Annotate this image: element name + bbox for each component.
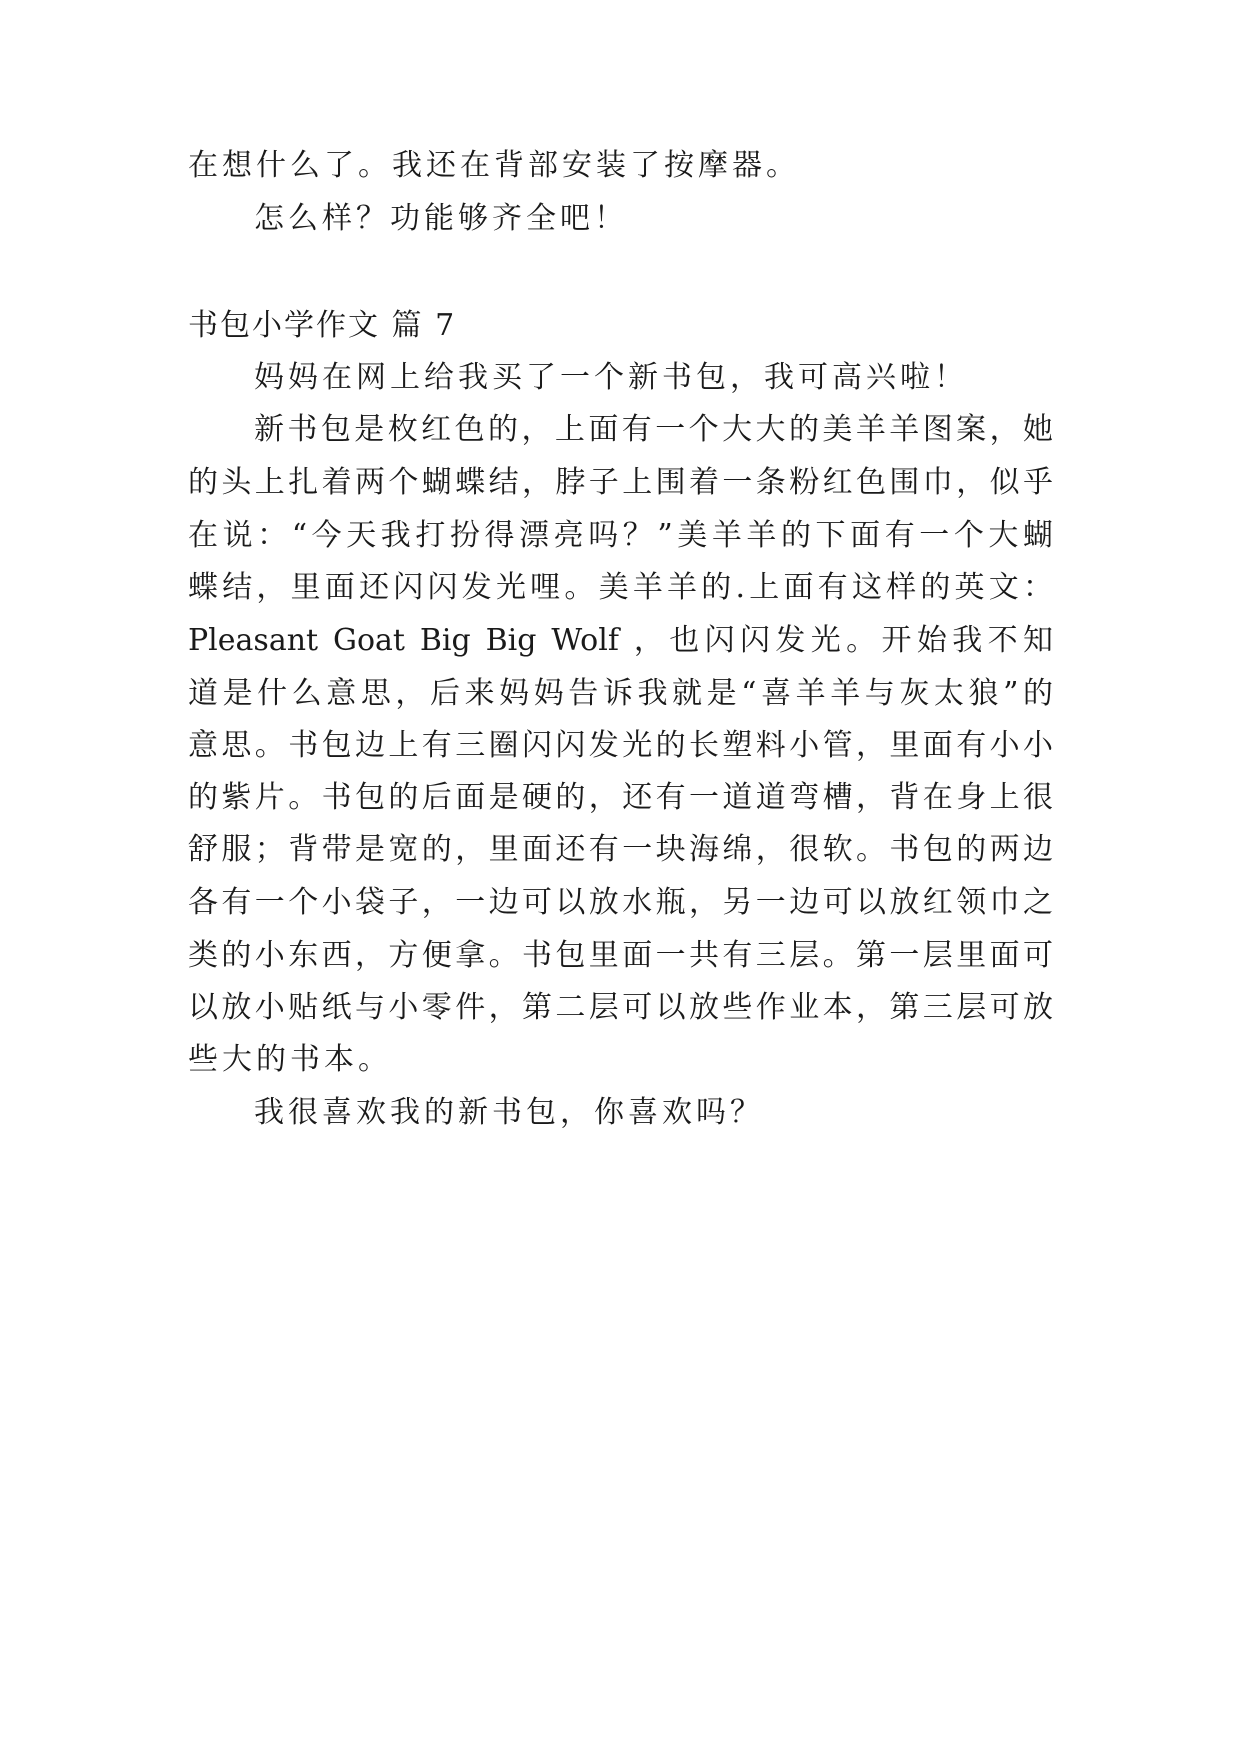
text-line: 怎么样？功能够齐全吧！ [254,201,628,236]
text-line: 各有一个小袋子，一边可以放水瓶，另一边可以放红领巾之 [188,885,1053,920]
text-line: 的头上扎着两个蝴蝶结，脖子上围着一条粉红色围巾，似乎 [188,465,1053,500]
text-line: 蝶结，里面还闪闪发光哩。美羊羊的.上面有这样的英文： [188,570,1053,605]
paragraph-3: 我很喜欢我的新书包，你喜欢吗？ [254,1095,764,1130]
text-line: 道是什么意思，后来妈妈告诉我就是“喜羊羊与灰太狼”的 [188,676,1053,711]
text-line: Pleasant Goat Big Big Wolf ，也闪闪发光。开始我不知 [188,623,1053,658]
text-line: 在说：“今天我打扮得漂亮吗？”美羊羊的下面有一个大蝴 [188,518,1053,553]
text-line: 意思。书包边上有三圈闪闪发光的长塑料小管，里面有小小 [188,728,1053,763]
paragraph-1: 妈妈在网上给我买了一个新书包，我可高兴啦！ [254,360,968,395]
text-line: 以放小贴纸与小零件，第二层可以放些作业本，第三层可放 [188,990,1053,1025]
text-line: 的紫片。书包的后面是硬的，还有一道道弯槽，背在身上很 [188,780,1053,815]
text-line: 新书包是枚红色的，上面有一个大大的美羊羊图案，她 [254,412,1053,447]
text-line: 些大的书本。 [188,1042,392,1077]
text-line: 舒服；背带是宽的，里面还有一块海绵，很软。书包的两边 [188,832,1053,867]
text-line: 类的小东西，方便拿。书包里面一共有三层。第一层里面可 [188,938,1053,973]
text-line: 在想什么了。我还在背部安装了按摩器。 [188,148,800,183]
section-title: 书包小学作文 篇 7 [188,308,457,343]
